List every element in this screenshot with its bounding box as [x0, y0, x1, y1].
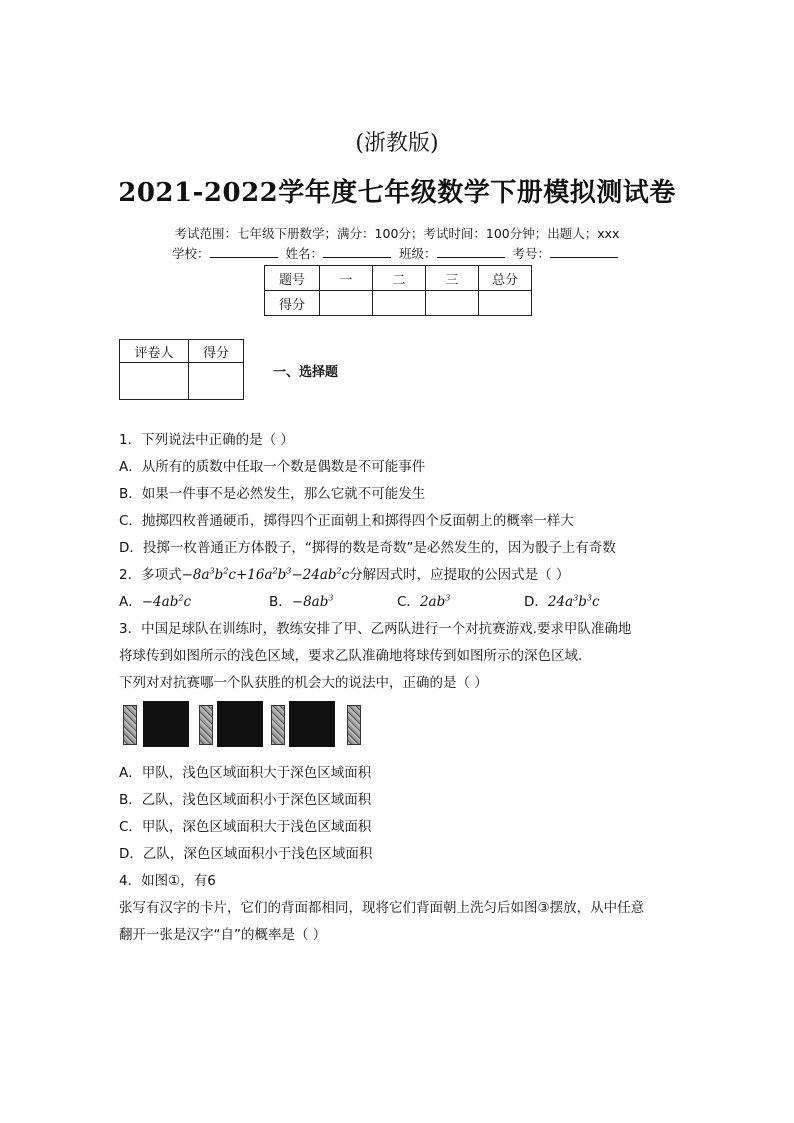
score-header-cell: 题号	[265, 266, 320, 291]
score-cell[interactable]	[373, 291, 426, 316]
q1-option-c: C．抛掷四枚普通硬币，掷得四个正面朝上和掷得四个反面朝上的概率一样大	[119, 513, 574, 529]
student-fields	[0, 244, 794, 262]
q3-stem-line2: 将球传到如图所示的浅色区域，要求乙队准确地将球传到如图所示的深色区域.	[119, 648, 583, 664]
class-label: 班级：	[398, 246, 437, 261]
q1-option-d: D．投掷一枚普通正方体骰子，“掷得的数是奇数”是必然发生的，因为骰子上有奇数	[119, 540, 616, 556]
q3-option-a: A．甲队，浅色区域面积大于深色区域面积	[119, 765, 372, 781]
grader-score-header: 得分	[189, 340, 244, 363]
score-header-cell: 三	[426, 266, 479, 291]
q4-stem-line3: 翻开一张是汉字“自”的概率是（ ）	[119, 927, 327, 943]
q2-stem-prefix: 2．多项式	[119, 567, 182, 583]
exam-no-label: 考号：	[512, 246, 550, 261]
q1-stem: 1．下列说法中正确的是（ ）	[119, 432, 294, 448]
score-header-cell: 一	[320, 266, 373, 291]
q1-option-b: B．如果一件事不是必然发生，那么它就不可能发生	[119, 486, 426, 502]
q3-option-c: C．甲队，深色区域面积大于浅色区域面积	[119, 819, 372, 835]
exam-meta: 考试范围：七年级下册数学；满分：100分；考试时间：100分钟；出题人；xxx	[174, 226, 620, 241]
score-cell[interactable]	[320, 291, 373, 316]
score-header-cell: 二	[373, 266, 426, 291]
grader-score-cell[interactable]	[189, 363, 244, 400]
grader-header: 评卷人	[120, 340, 189, 363]
q3-stem-line1: 3．中国足球队在训练时，教练安排了甲、乙两队进行一个对抗赛游戏.要求甲队准确地	[119, 621, 632, 637]
section-title: 一、选择题	[273, 365, 339, 380]
light-region	[271, 705, 285, 745]
name-label: 姓名：	[285, 246, 323, 261]
name-blank[interactable]	[323, 247, 391, 258]
score-row-label: 得分	[265, 291, 320, 316]
q4-stem-line2: 张写有汉字的卡片，它们的背面都相同，现将它们背面朝上洗匀后如图③摆放，从中任意	[119, 900, 645, 916]
score-header-cell: 总分	[479, 266, 532, 291]
q2-option-c: C．$2ab^3$	[397, 593, 451, 610]
q2-option-d: D．$24a^3b^3c$	[524, 593, 600, 610]
grader-table	[119, 339, 244, 400]
q2-polynomial: $-8a^3b^2c+16a^2b^3-24ab^2c$	[181, 566, 350, 583]
class-blank[interactable]	[437, 247, 505, 258]
dark-region	[143, 701, 189, 747]
school-blank[interactable]	[210, 247, 278, 258]
q3-option-b: B．乙队，浅色区域面积小于深色区域面积	[119, 792, 372, 808]
exam-no-blank[interactable]	[550, 247, 618, 258]
score-cell[interactable]	[479, 291, 532, 316]
grader-cell[interactable]	[120, 363, 189, 400]
q3-field-figure	[121, 701, 365, 747]
light-region	[199, 705, 213, 745]
school-label: 学校：	[171, 246, 210, 261]
q2-stem	[119, 563, 569, 583]
exam-title: 2021-2022学年度七年级数学下册模拟测试卷	[118, 178, 676, 208]
q3-option-d: D．乙队，深色区域面积小于浅色区域面积	[119, 846, 373, 862]
q2-stem-suffix: 分解因式时，应提取的公因式是（ ）	[349, 567, 570, 583]
light-region	[123, 705, 137, 745]
dark-region	[289, 701, 335, 747]
light-region	[347, 705, 361, 745]
q3-stem-line3: 下列对对抗赛哪一个队获胜的机会大的说法中，正确的是（ ）	[119, 675, 488, 691]
score-cell[interactable]	[426, 291, 479, 316]
q1-option-a: A．从所有的质数中任取一个数是偶数是不可能事件	[119, 459, 426, 475]
q4-stem-line1: 4．如图①，有6	[119, 873, 216, 889]
edition-label: (浙教版)	[355, 131, 439, 156]
score-table	[264, 265, 532, 316]
q2-option-a: A．$-4ab^2c$	[119, 593, 191, 610]
dark-region	[217, 701, 263, 747]
q2-option-b: B．$-8ab^3$	[269, 593, 334, 610]
